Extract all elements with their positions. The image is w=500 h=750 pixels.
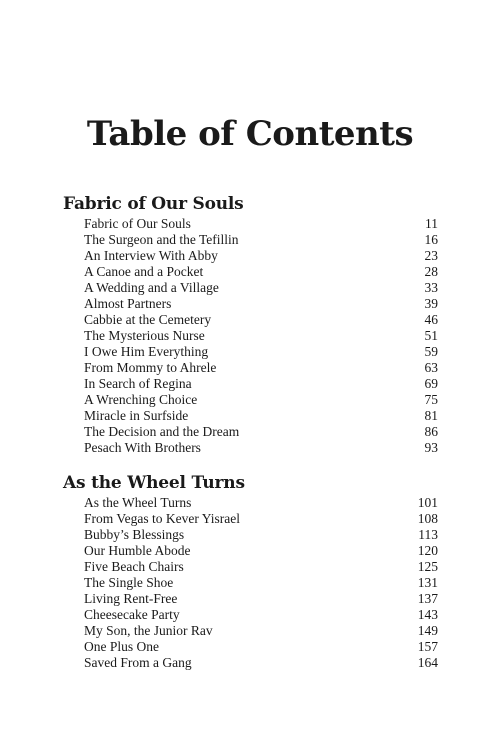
toc-entry[interactable] — [63, 575, 438, 591]
entry-page-number: 108 — [417, 511, 438, 526]
entry-title: A Canoe and a Pocket — [84, 264, 204, 279]
toc-entry[interactable] — [63, 392, 438, 408]
entry-page-number: 120 — [417, 543, 438, 558]
entry-title: The Mysterious Nurse — [84, 328, 205, 343]
entry-title: An Interview With Abby — [84, 248, 218, 263]
entry-title: The Single Shoe — [84, 575, 174, 590]
toc-entry[interactable] — [63, 360, 438, 376]
entry-page-number: 46 — [424, 312, 438, 327]
entry-title: Five Beach Chairs — [84, 559, 184, 574]
entry-title: In Search of Regina — [84, 376, 192, 391]
entry-page-number: 75 — [424, 392, 438, 407]
entry-title: From Mommy to Ahrele — [84, 360, 217, 375]
entry-title: Miracle in Surfside — [84, 408, 189, 423]
section-heading: Fabric of Our Souls — [63, 194, 244, 214]
entry-page-number: 101 — [417, 495, 438, 510]
entry-title: Almost Partners — [84, 296, 172, 311]
toc-entry[interactable] — [63, 280, 438, 296]
section-heading: As the Wheel Turns — [63, 473, 245, 493]
toc-entry[interactable] — [63, 607, 438, 623]
entry-page-number: 131 — [417, 575, 438, 590]
entry-title: Living Rent-Free — [84, 591, 178, 606]
toc-entry[interactable] — [63, 440, 438, 456]
entry-page-number: 39 — [424, 296, 438, 311]
entry-page-number: 125 — [417, 559, 438, 574]
entry-page-number: 69 — [424, 376, 438, 391]
entry-page-number: 59 — [424, 344, 438, 359]
toc-entry[interactable] — [63, 639, 438, 655]
toc-entry[interactable] — [63, 232, 438, 248]
toc-entry[interactable] — [63, 344, 438, 360]
entry-title: As the Wheel Turns — [84, 495, 192, 510]
entry-list — [63, 216, 438, 456]
entry-page-number: 51 — [424, 328, 438, 343]
toc-entry[interactable] — [63, 559, 438, 575]
toc-entry[interactable] — [63, 655, 438, 671]
toc-entry[interactable] — [63, 376, 438, 392]
entry-title: Cheesecake Party — [84, 607, 180, 622]
entry-title: A Wedding and a Village — [84, 280, 219, 295]
entry-page-number: 93 — [424, 440, 438, 455]
section-as-the-wheel-turns — [63, 472, 438, 671]
entry-title: I Owe Him Everything — [84, 344, 209, 359]
toc-entry[interactable] — [63, 495, 438, 511]
entry-page-number: 143 — [417, 607, 438, 622]
toc-entry[interactable] — [63, 264, 438, 280]
entry-title: Cabbie at the Cemetery — [84, 312, 212, 327]
entry-title: The Surgeon and the Tefillin — [84, 232, 239, 247]
entry-page-number: 137 — [417, 591, 438, 606]
toc-entry[interactable] — [63, 424, 438, 440]
toc-entry[interactable] — [63, 543, 438, 559]
entry-page-number: 164 — [417, 655, 438, 670]
entry-page-number: 81 — [424, 408, 438, 423]
entry-title: Our Humble Abode — [84, 543, 191, 558]
toc-entry[interactable] — [63, 296, 438, 312]
toc-entry[interactable] — [63, 328, 438, 344]
entry-title: A Wrenching Choice — [84, 392, 198, 407]
entry-page-number: 28 — [424, 264, 438, 279]
entry-page-number: 11 — [425, 216, 438, 231]
entry-page-number: 149 — [417, 623, 438, 638]
entry-list — [63, 495, 438, 671]
entry-page-number: 63 — [424, 360, 438, 375]
entry-title: Fabric of Our Souls — [84, 216, 191, 231]
entry-title: One Plus One — [84, 639, 159, 654]
toc-entry[interactable] — [63, 527, 438, 543]
toc-entry[interactable] — [63, 511, 438, 527]
toc-entry[interactable] — [63, 248, 438, 264]
entry-title: Saved From a Gang — [84, 655, 192, 670]
toc-entry[interactable] — [63, 408, 438, 424]
section-fabric-of-our-souls — [63, 193, 438, 456]
entry-page-number: 23 — [424, 248, 438, 263]
entry-title: Pesach With Brothers — [84, 440, 201, 455]
entry-page-number: 16 — [424, 232, 438, 247]
entry-page-number: 86 — [424, 424, 438, 439]
entry-title: Bubby’s Blessings — [84, 527, 185, 542]
toc-entry[interactable] — [63, 591, 438, 607]
entry-title: From Vegas to Kever Yisrael — [84, 511, 240, 526]
entry-title: My Son, the Junior Rav — [84, 623, 213, 638]
toc-entry[interactable] — [63, 623, 438, 639]
toc-entry[interactable] — [63, 216, 438, 232]
entry-page-number: 33 — [424, 280, 438, 295]
toc-entry[interactable] — [63, 312, 438, 328]
entry-page-number: 157 — [417, 639, 438, 654]
page-title: Table of Contents — [86, 114, 414, 154]
entry-page-number: 113 — [418, 527, 438, 542]
entry-title: The Decision and the Dream — [84, 424, 240, 439]
